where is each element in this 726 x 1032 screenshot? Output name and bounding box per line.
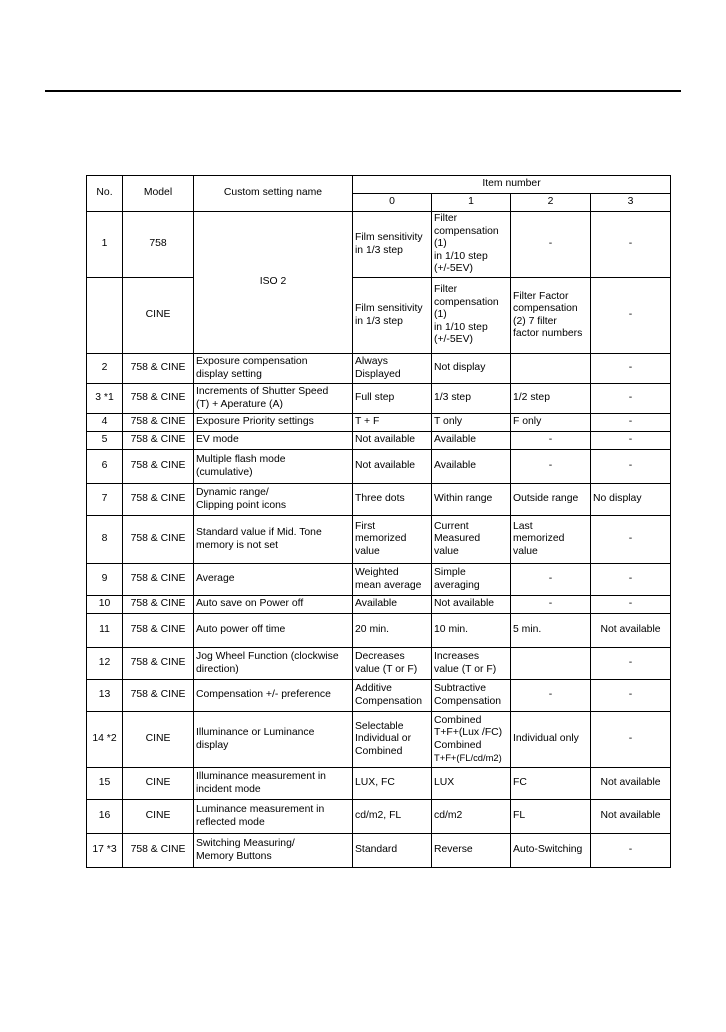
row-model: 758 <box>123 212 194 278</box>
cell-line: Available <box>434 460 476 472</box>
row-item-2: - <box>511 212 591 278</box>
row-item-3: - <box>591 516 671 564</box>
row-setting-name <box>194 564 353 596</box>
row-item-3: - <box>591 596 671 614</box>
cell-line: Film sensitivity <box>355 303 423 314</box>
row-item-3: - <box>591 450 671 484</box>
row-item-2 <box>511 768 591 800</box>
row-item-0 <box>353 768 432 800</box>
cell-line: value <box>355 545 380 557</box>
row-item-0 <box>353 648 432 680</box>
row-setting-name <box>194 484 353 516</box>
row-item-2 <box>511 432 591 450</box>
cell-line: FL <box>513 810 526 822</box>
row-no: 9 <box>87 564 123 596</box>
table-row <box>87 516 671 564</box>
row-item-2 <box>511 516 591 564</box>
row-no: 5 <box>87 432 123 450</box>
cell-line: Illuminance or Luminance <box>196 727 315 738</box>
cell-line: Last <box>513 520 533 532</box>
cell-line: in 1/3 step <box>355 315 403 327</box>
row-item-0 <box>353 278 432 354</box>
cell-line: Average <box>196 573 235 585</box>
table-row <box>87 834 671 868</box>
top-rule <box>45 90 681 92</box>
cell-line: compensation <box>434 225 499 237</box>
table-row <box>87 432 671 450</box>
row-item-2 <box>511 680 591 712</box>
row-setting-name <box>194 800 353 834</box>
row-no: 2 <box>87 354 123 384</box>
row-item-1 <box>432 212 511 278</box>
cell-line: Auto power off time <box>196 624 286 636</box>
row-item-2 <box>511 834 591 868</box>
table-row <box>87 614 671 648</box>
row-no: 6 <box>87 450 123 484</box>
row-setting-name <box>194 596 353 614</box>
cell-line: Compensation <box>434 695 502 707</box>
cell-line: 20 min. <box>355 624 390 636</box>
row-item-0 <box>353 484 432 516</box>
row-item-2 <box>511 614 591 648</box>
cell-line: Compensation <box>355 695 423 707</box>
cell-line: Filter <box>434 213 458 225</box>
cell-line: value (T or F) <box>355 663 418 675</box>
cell-line: EV mode <box>196 434 239 446</box>
table-row <box>87 648 671 680</box>
row-item-2 <box>511 564 591 596</box>
table-row <box>87 680 671 712</box>
cell-line: - <box>548 460 553 472</box>
row-item-3: Not available <box>591 800 671 834</box>
row-item-3: - <box>591 680 671 712</box>
table-row <box>87 712 671 768</box>
row-model: 758 & CINE <box>123 680 194 712</box>
cell-line: Compensation +/- preference <box>196 689 331 701</box>
row-model: 758 & CINE <box>123 354 194 384</box>
row-model: 758 & CINE <box>123 834 194 868</box>
row-item-0 <box>353 834 432 868</box>
row-item-0 <box>353 712 432 768</box>
row-item-2 <box>511 648 591 680</box>
row-item-0 <box>353 384 432 414</box>
header-no: No. <box>87 176 123 212</box>
cell-line: factor numbers <box>513 328 583 339</box>
cell-line: Always <box>355 356 388 367</box>
cell-line: Luminance measurement in <box>196 804 325 815</box>
table-row <box>87 278 671 354</box>
row-item-2 <box>511 712 591 768</box>
cell-line: 1/2 step <box>513 392 550 404</box>
row-item-2 <box>511 354 591 384</box>
row-setting-name: ISO 2 <box>194 212 353 354</box>
row-no: 13 <box>87 680 123 712</box>
row-setting-name <box>194 680 353 712</box>
row-item-3: - <box>591 414 671 432</box>
cell-line: Not available <box>434 598 495 610</box>
cell-line: Full step <box>355 392 395 404</box>
row-no: 15 <box>87 768 123 800</box>
cell-line: 1/3 step <box>434 392 471 404</box>
row-item-1 <box>432 614 511 648</box>
row-item-1 <box>432 354 511 384</box>
cell-line: value (T or F) <box>434 663 497 675</box>
cell-line: Decreases <box>355 651 405 662</box>
cell-line: (1) <box>434 309 447 321</box>
cell-line: FC <box>513 777 527 789</box>
table-row <box>87 384 671 414</box>
cell-line: - <box>548 573 553 585</box>
row-item-2 <box>511 450 591 484</box>
row-no: 17 *3 <box>87 834 123 868</box>
cell-line: - <box>548 598 553 610</box>
cell-line: Three dots <box>355 493 405 505</box>
row-item-2 <box>511 800 591 834</box>
row-setting-name <box>194 834 353 868</box>
row-item-0 <box>353 680 432 712</box>
cell-line: LUX <box>434 777 455 789</box>
row-item-1 <box>432 712 511 768</box>
row-no: 11 <box>87 614 123 648</box>
row-item-3: - <box>591 278 671 354</box>
cell-line: (1) <box>434 238 447 250</box>
row-item-1 <box>432 768 511 800</box>
header-model: Model <box>123 176 194 212</box>
row-setting-name <box>194 516 353 564</box>
cell-line: F only <box>513 416 542 428</box>
row-item-1 <box>432 516 511 564</box>
cell-line: Reverse <box>434 844 473 856</box>
cell-line: T+F+(Lux /FC) <box>434 727 503 738</box>
cell-line: Increments of Shutter Speed <box>196 386 329 397</box>
table-row <box>87 564 671 596</box>
row-model: 758 & CINE <box>123 648 194 680</box>
cell-line: Available <box>355 598 397 610</box>
cell-line: Within range <box>434 493 493 505</box>
table-row <box>87 354 671 384</box>
cell-line: - <box>548 689 553 701</box>
cell-line: averaging <box>434 579 480 591</box>
row-item-3: No display <box>591 484 671 516</box>
row-model: CINE <box>123 768 194 800</box>
cell-line: Increases <box>434 651 480 662</box>
cell-line: direction) <box>196 663 239 675</box>
row-item-0 <box>353 516 432 564</box>
table-row <box>87 596 671 614</box>
row-setting-name <box>194 712 353 768</box>
cell-line: Auto save on Power off <box>196 598 304 610</box>
header-item-number: Item number <box>353 176 671 194</box>
row-item-3: - <box>591 648 671 680</box>
row-item-3: - <box>591 834 671 868</box>
cell-line: Individual only <box>513 733 579 745</box>
cell-line: display setting <box>196 368 262 380</box>
cell-line: First <box>355 520 376 532</box>
cell-line: memory is not set <box>196 539 278 551</box>
cell-line: in 1/10 step <box>434 321 488 333</box>
cell-line: Current <box>434 520 469 532</box>
cell-line: display <box>196 739 229 751</box>
row-item-0 <box>353 212 432 278</box>
header-item-3: 3 <box>591 194 671 212</box>
cell-line: Filter <box>434 284 458 296</box>
row-item-1 <box>432 648 511 680</box>
header-item-1: 1 <box>432 194 511 212</box>
row-model: 758 & CINE <box>123 484 194 516</box>
row-model: CINE <box>123 712 194 768</box>
row-item-0 <box>353 414 432 432</box>
cell-line: Exposure compensation <box>196 356 308 367</box>
row-model: CINE <box>123 800 194 834</box>
cell-line: cd/m2, FL <box>355 810 402 822</box>
cell-line: memorized <box>355 533 407 545</box>
custom-settings-table <box>86 175 671 868</box>
row-setting-name <box>194 354 353 384</box>
cell-line: Illuminance measurement in <box>196 771 326 782</box>
cell-line: Film sensitivity <box>355 232 423 243</box>
cell-line: Multiple flash mode <box>196 454 286 465</box>
row-item-1 <box>432 564 511 596</box>
row-no: 3 *1 <box>87 384 123 414</box>
cell-line: memorized <box>513 533 565 545</box>
cell-line: in 1/10 step <box>434 250 488 262</box>
cell-line: 10 min. <box>434 624 469 636</box>
row-setting-name <box>194 432 353 450</box>
row-item-0 <box>353 800 432 834</box>
row-item-1 <box>432 278 511 354</box>
cell-line: (T) + Aperature (A) <box>196 398 283 410</box>
row-no: 12 <box>87 648 123 680</box>
cell-line: Not available <box>355 460 416 472</box>
cell-line: Not display <box>434 362 486 374</box>
row-item-0 <box>353 432 432 450</box>
cell-line: LUX, FC <box>355 777 395 789</box>
cell-line: compensation <box>434 296 499 308</box>
cell-line: value <box>513 545 538 557</box>
header-custom-setting-name: Custom setting name <box>194 176 353 212</box>
row-model: 758 & CINE <box>123 414 194 432</box>
row-no: 7 <box>87 484 123 516</box>
row-item-2 <box>511 596 591 614</box>
row-setting-name <box>194 414 353 432</box>
cell-line: Selectable <box>355 720 404 732</box>
cell-line: Combined <box>355 745 403 757</box>
row-no: 1 <box>87 212 123 278</box>
row-setting-name <box>194 450 353 484</box>
cell-line: (cumulative) <box>196 466 253 478</box>
cell-line: Additive <box>355 683 392 694</box>
cell-line: Exposure Priority settings <box>196 416 314 428</box>
row-item-0 <box>353 564 432 596</box>
cell-line: T only <box>434 416 463 428</box>
row-item-0 <box>353 596 432 614</box>
cell-line: Outside range <box>513 493 579 505</box>
cell-line: Displayed <box>355 368 401 380</box>
row-item-1 <box>432 450 511 484</box>
row-item-3: Not available <box>591 614 671 648</box>
cell-line: in 1/3 step <box>355 244 403 256</box>
row-model: 758 & CINE <box>123 516 194 564</box>
row-setting-name <box>194 384 353 414</box>
cell-line: Not available <box>355 434 416 446</box>
row-model: 758 & CINE <box>123 432 194 450</box>
table-row <box>87 414 671 432</box>
cell-line: incident mode <box>196 783 261 795</box>
cell-line: Memory Buttons <box>196 850 272 862</box>
row-item-3: - <box>591 432 671 450</box>
cell-line: Weighted <box>355 567 399 578</box>
cell-line: Standard <box>355 844 398 856</box>
cell-line: Individual or <box>355 733 412 745</box>
cell-line: Jog Wheel Function (clockwise <box>196 651 339 662</box>
cell-line: Available <box>434 434 476 446</box>
cell-line: Combined <box>434 739 482 751</box>
row-item-3: - <box>591 712 671 768</box>
row-item-3: - <box>591 384 671 414</box>
table-row <box>87 800 671 834</box>
row-model: CINE <box>123 278 194 354</box>
row-item-1 <box>432 800 511 834</box>
row-item-1 <box>432 680 511 712</box>
row-model: 758 & CINE <box>123 596 194 614</box>
cell-line: (+/-5EV) <box>434 334 473 346</box>
cell-line: mean average <box>355 579 422 591</box>
cell-line: 5 min. <box>513 624 542 636</box>
cell-line: Dynamic range/ <box>196 487 269 498</box>
cell-line: Simple <box>434 567 466 578</box>
row-item-0 <box>353 614 432 648</box>
row-setting-name <box>194 648 353 680</box>
header-item-2: 2 <box>511 194 591 212</box>
row-item-3: - <box>591 354 671 384</box>
row-no <box>87 278 123 354</box>
row-model: 758 & CINE <box>123 614 194 648</box>
row-item-1 <box>432 596 511 614</box>
header-item-0: 0 <box>353 194 432 212</box>
cell-line: Filter Factor <box>513 290 569 302</box>
row-item-3: - <box>591 564 671 596</box>
row-item-1 <box>432 414 511 432</box>
cell-line: (2) 7 filter <box>513 315 557 327</box>
row-model: 758 & CINE <box>123 564 194 596</box>
row-no: 16 <box>87 800 123 834</box>
cell-line: reflected mode <box>196 816 265 828</box>
header-row <box>87 176 671 194</box>
cell-line: T+F+(FL/cd/m2) <box>434 752 502 763</box>
cell-line: Subtractive <box>434 683 486 694</box>
row-item-1 <box>432 834 511 868</box>
cell-line: T + F <box>355 416 380 428</box>
cell-line: (+/-5EV) <box>434 263 473 275</box>
row-item-1 <box>432 432 511 450</box>
cell-line: - <box>548 434 553 446</box>
cell-line: value <box>434 545 459 557</box>
row-no: 14 *2 <box>87 712 123 768</box>
cell-line: Measured <box>434 533 481 545</box>
row-setting-name <box>194 768 353 800</box>
cell-line: Combined <box>434 714 482 726</box>
row-item-3: Not available <box>591 768 671 800</box>
cell-line: cd/m2 <box>434 810 463 822</box>
cell-line: Auto-Switching <box>513 844 583 856</box>
row-item-2 <box>511 414 591 432</box>
row-model: 758 & CINE <box>123 450 194 484</box>
cell-line: compensation <box>513 303 578 314</box>
table-row <box>87 212 671 278</box>
row-item-2 <box>511 278 591 354</box>
row-model: 758 & CINE <box>123 384 194 414</box>
table-row <box>87 450 671 484</box>
row-no: 8 <box>87 516 123 564</box>
row-item-1 <box>432 484 511 516</box>
cell-line: Standard value if Mid. Tone <box>196 527 322 538</box>
table-row <box>87 484 671 516</box>
row-item-2 <box>511 384 591 414</box>
row-item-2 <box>511 484 591 516</box>
row-item-0 <box>353 450 432 484</box>
row-no: 10 <box>87 596 123 614</box>
cell-line: Clipping point icons <box>196 499 287 511</box>
table-row <box>87 768 671 800</box>
row-item-0 <box>353 354 432 384</box>
row-item-3: - <box>591 212 671 278</box>
row-setting-name <box>194 614 353 648</box>
row-item-1 <box>432 384 511 414</box>
cell-line: Switching Measuring/ <box>196 838 295 849</box>
row-no: 4 <box>87 414 123 432</box>
